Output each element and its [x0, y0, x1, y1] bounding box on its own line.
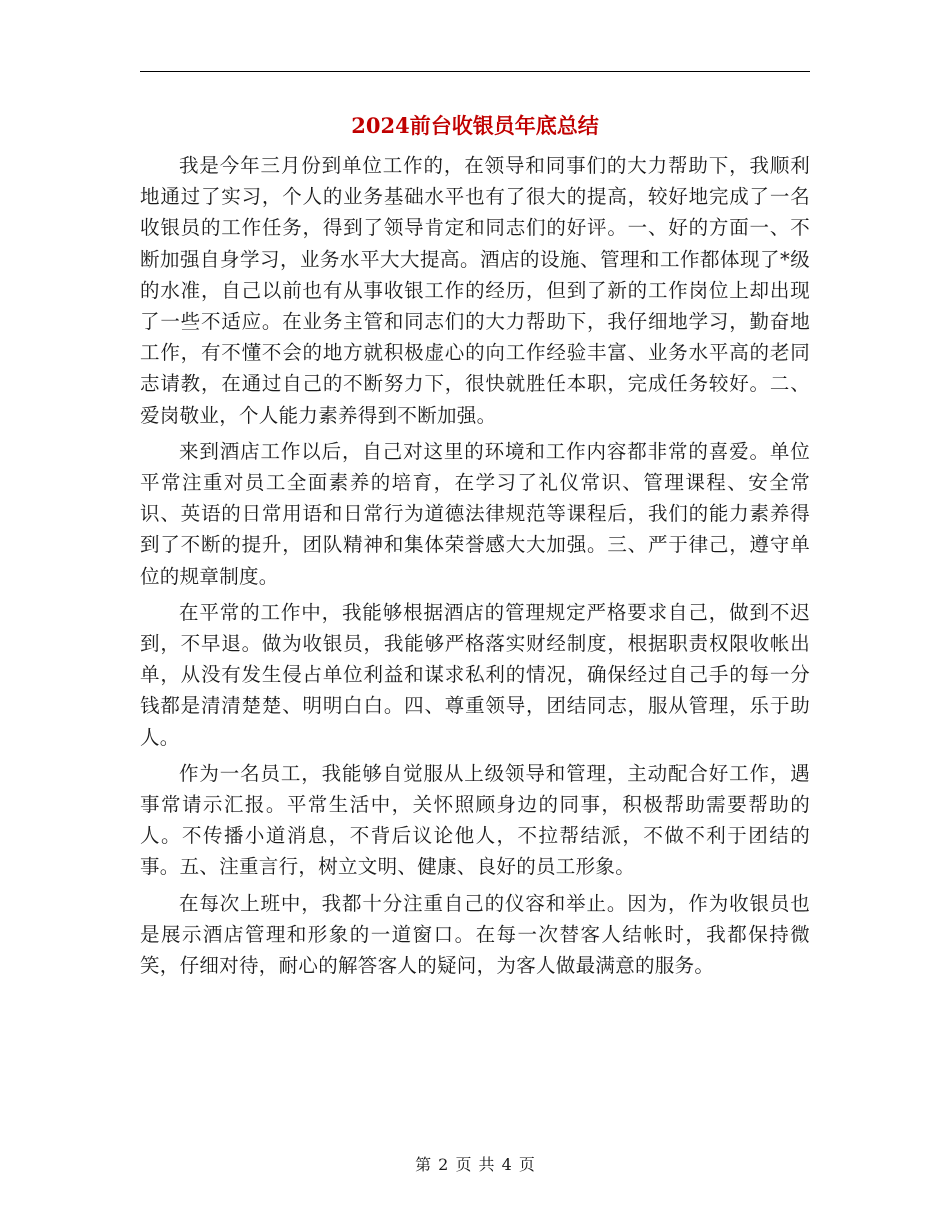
- paragraph-5: 在每次上班中，我都十分注重自己的仪容和举止。因为，作为收银员也是展示酒店管理和形象的一道窗口。在每一次替客人结帐时，我都保持微笑，仔细对待，耐心的解答客人的疑问，为客人做最满意的服务。: [140, 891, 810, 978]
- document-title: 2024前台收银员年底总结: [351, 113, 599, 138]
- document-body: [140, 150, 810, 986]
- header-rule: [140, 71, 810, 72]
- paragraph-4: 作为一名员工，我能够自觉服从上级领导和管理，主动配合好工作，遇事常请示汇报。平常生活中，关怀照顾身边的同事，积极帮助需要帮助的人。不传播小道消息，不背后议论他人，不拉帮结派，不做不利于团结的事。五、注重言行，树立文明、健康、良好的员工形象。: [140, 761, 810, 879]
- paragraph-1: 我是今年三月份到单位工作的，在领导和同事们的大力帮助下，我顺利地通过了实习，个人的业务基础水平也有了很大的提高，较好地完成了一名收银员的工作任务，得到了领导肯定和同志们的好评。一、好的方面一、不断加强自身学习，业务水平大大提高。酒店的设施、管理和工作都体现了*级的水准，自己以前也有从事收银工作的经历，但到了新的工作岗位上却出现了一些不适应。在业务主管和同志们的大力帮助下，我仔细地学习，勤奋地工作，有不懂不会的地方就积极虚心的向工作经验丰富、业务水平高的老同志请教，在通过自己的不断努力下，很快就胜任本职，完成任务较好。二、爱岗敬业，个人能力素养得到不断加强。: [140, 154, 810, 427]
- page-number-footer: 第 2 页 共 4 页: [415, 1155, 535, 1174]
- paragraph-2: 来到酒店工作以后，自己对这里的环境和工作内容都非常的喜爱。单位平常注重对员工全面素养的培育，在学习了礼仪常识、管理课程、安全常识、英语的日常用语和日常行为道德法律规范等课程后，我们的能力素养得到了不断的提升，团队精神和集体荣誉感大大加强。三、严于律己，遵守单位的规章制度。: [140, 439, 810, 588]
- paragraph-3: 在平常的工作中，我能够根据酒店的管理规定严格要求自己，做到不迟到，不早退。做为收银员，我能够严格落实财经制度，根据职责权限收帐出单，从没有发生侵占单位利益和谋求私利的情况，确保经过自己手的每一分钱都是清清楚楚、明明白白。四、尊重领导，团结同志，服从管理，乐于助人。: [140, 600, 810, 749]
